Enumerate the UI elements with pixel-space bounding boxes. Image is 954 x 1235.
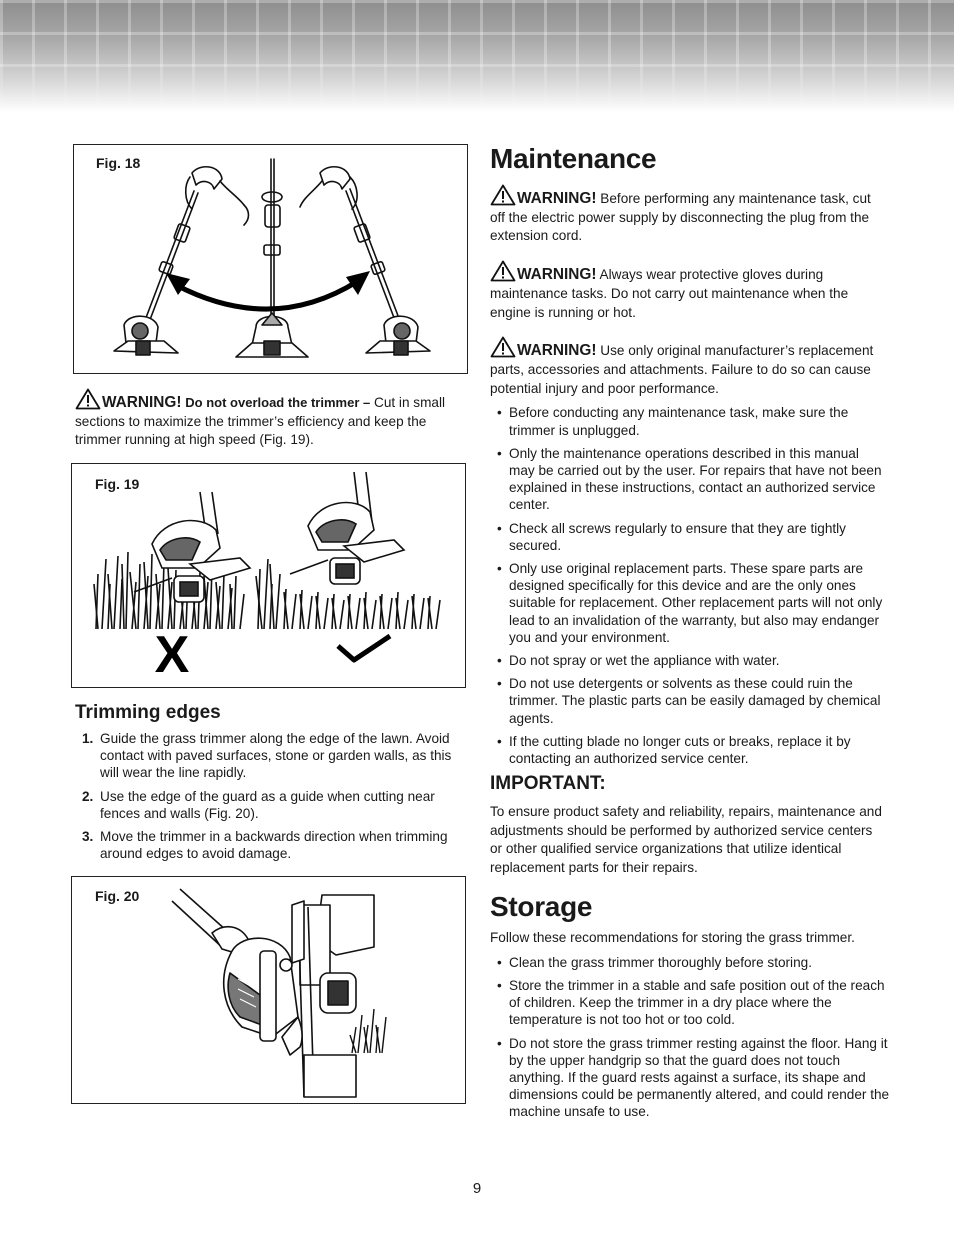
- figure-18: [73, 144, 468, 374]
- list-item: • Only the maintenance operations described in this manual may be carried out by the user. For repairs that have not been explained in these instructions, contact an authorized service center.: [490, 445, 888, 514]
- maintenance-warning-3: WARNING! Use only original manufacturer’s replacement parts, accessories and attachments. Failure to do so can cause potential injury and poor performance.: [490, 336, 888, 398]
- list-item: • Clean the grass trimmer thoroughly before storing.: [490, 954, 890, 971]
- important-title: IMPORTANT:: [490, 773, 606, 794]
- maintenance-warning-1: WARNING! Before performing any maintenance task, cut off the electric power supply by disconnecting the plug from the extension cord.: [490, 184, 888, 246]
- figure-19-label: Fig. 19: [95, 476, 140, 492]
- warning-triangle-icon: [490, 336, 516, 358]
- wrong-x-mark: X: [154, 626, 190, 684]
- list-item: 1. Guide the grass trimmer along the edge of the lawn. Avoid contact with paved surfaces, stone or garden walls, as this will wear the line rapidly.: [82, 731, 452, 781]
- warning-triangle-icon: [75, 388, 101, 410]
- list-item: • If the cutting blade no longer cuts or breaks, replace it by contacting an authorized service center.: [490, 733, 888, 767]
- figure-20-label: Fig. 20: [95, 888, 140, 904]
- check-mark-icon: [338, 636, 390, 660]
- maintenance-bullets-list: [490, 404, 888, 767]
- figure-18-label: Fig. 18: [96, 155, 141, 171]
- left-warning-text: Cut in small sections to maximize the trimmer’s efficiency and keep the trimmer running at high speed (Fig. 19).: [75, 395, 446, 448]
- list-item: • Do not use detergents or solvents as these could ruin the trimmer. The plastic parts can be easily damaged by chemical agents.: [490, 675, 888, 727]
- trimming-edges-title: Trimming edges: [75, 702, 221, 723]
- trimming-steps-list: [72, 730, 472, 862]
- left-warning-lead: Do not overload the trimmer –: [185, 395, 371, 410]
- list-item: • Do not spray or wet the appliance with water.: [490, 652, 888, 669]
- trimmer-center-drawing: [236, 159, 308, 357]
- list-item: • Check all screws regularly to ensure that they are tightly secured.: [490, 520, 888, 554]
- list-item: 2. Use the edge of the guard as a guide when cutting near fences and walls (Fig. 20).: [82, 788, 435, 821]
- edge-grass-drawing: [350, 1009, 386, 1053]
- storage-intro: Follow these recommendations for storing the grass trimmer.: [490, 930, 855, 945]
- list-item: • Store the trimmer in a stable and safe position out of the reach of children. Keep the trimmer in a dry place where the temperature is not too hot or too cold.: [490, 977, 890, 1029]
- trimmer-right-drawing: [300, 167, 430, 355]
- left-warning-heading: WARNING!: [102, 394, 182, 411]
- list-item: • Before conducting any maintenance task, make sure the trimmer is unplugged.: [490, 404, 888, 438]
- trimmer-left-drawing: [114, 167, 249, 355]
- header-band: [0, 0, 954, 112]
- storage-title: Storage: [490, 891, 593, 922]
- list-item: 3. Move the trimmer in a backwards direction when trimming around edges to avoid damage.: [82, 829, 448, 862]
- header-grid-pattern: [0, 0, 954, 112]
- double-arrow-icon: [166, 271, 370, 309]
- maintenance-title: Maintenance: [490, 143, 657, 174]
- warning-triangle-icon: [490, 260, 516, 282]
- list-item: • Only use original replacement parts. These spare parts are designed specifically for this device and are the only ones suitable for replacement. Other replacement parts will not only lead to an invalidation of the warranty, but also may endanger you and your environment.: [490, 560, 888, 646]
- maintenance-warning-2: WARNING! Always wear protective gloves during maintenance tasks. Do not carry out maintenance when the engine is running or hot.: [490, 260, 888, 322]
- left-warning-paragraph: [75, 388, 470, 450]
- important-text: To ensure product safety and reliability, repairs, maintenance and adjustments should be performed by authorized service centers or other qualified service organizations that utilize identical replacement parts for their repairs.: [490, 804, 882, 876]
- figure-20: [71, 876, 466, 1104]
- overload-illustration: [72, 464, 467, 689]
- trimmer-head-right-drawing: [290, 472, 404, 584]
- trimmer-head-wrong-drawing: [134, 492, 250, 602]
- edge-guard-illustration: [72, 877, 467, 1105]
- storage-bullets-list: [490, 954, 890, 1121]
- trimmer-swing-illustration: [74, 145, 469, 375]
- figure-19: [71, 463, 466, 688]
- list-item: • Do not store the grass trimmer resting against the floor. Hang it by the upper handgrip so that the guard does not touch anything. If the guard rests against a surface, its shape and dimensions could be permanently altered, and could render the machine unsafe to use.: [490, 1035, 890, 1121]
- warning-triangle-icon: [490, 184, 516, 206]
- page-number: 9: [472, 1180, 482, 1197]
